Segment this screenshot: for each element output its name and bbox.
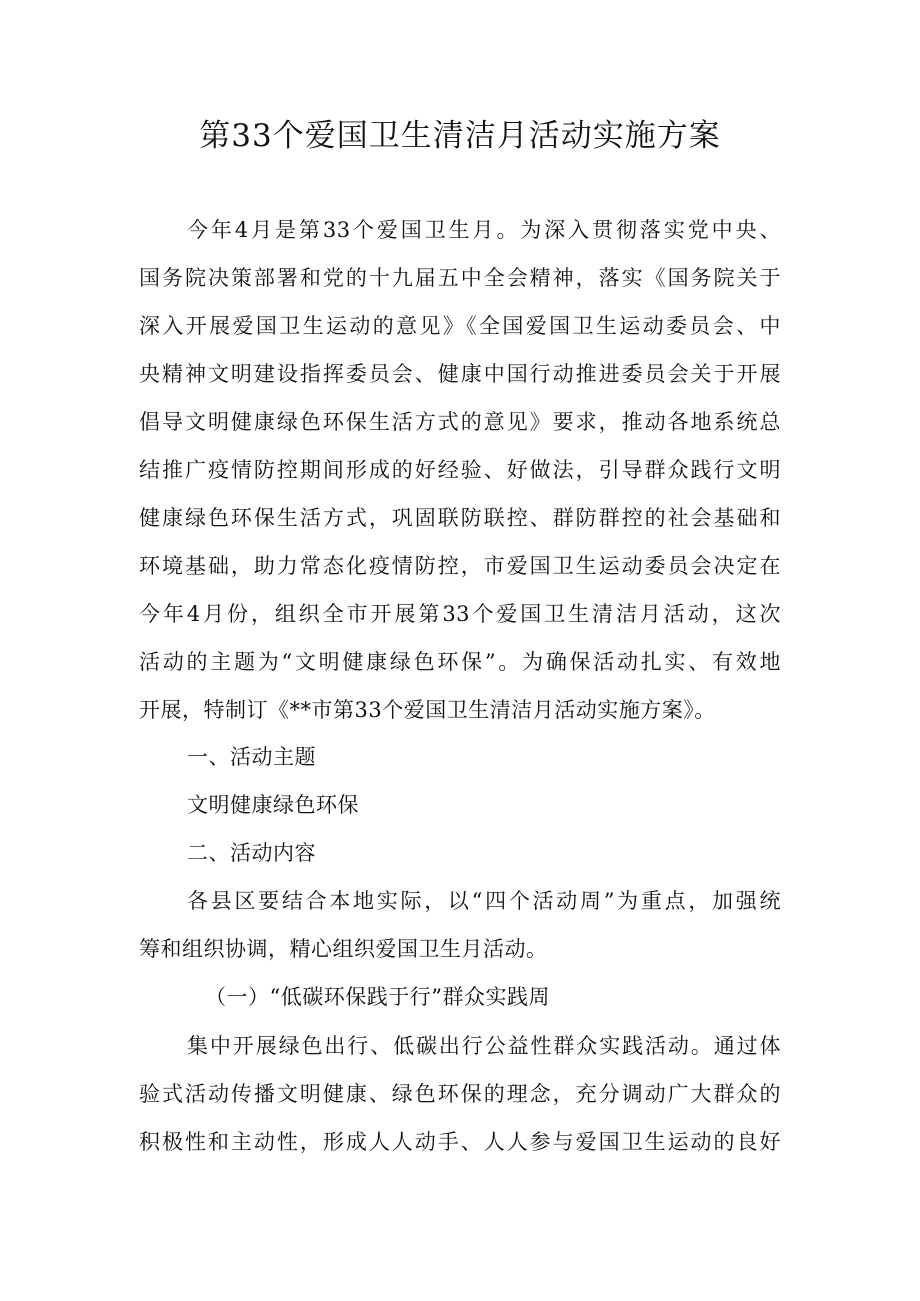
paragraph-line: 开展，特制订《**市第33个爱国卫生清洁月活动实施方案》。 [139, 698, 716, 722]
paragraph-line: 今年4月是第33个爱国卫生月。为深入贯彻落实党中央、 [187, 218, 781, 242]
paragraph-line: 国务院决策部署和党的十九届五中全会精神，落实《国务院关于 [139, 266, 781, 290]
paragraph-line: 各县区要结合本地实际，以“四个活动周”为重点，加强统 [187, 889, 781, 913]
paragraph-line: 今年4月份，组织全市开展第33个爱国卫生清洁月活动，这次 [139, 602, 781, 626]
paragraph-line: 集中开展绿色出行、低碳出行公益性群众实践活动。通过体 [187, 1034, 781, 1058]
section-text: 文明健康绿色环保 [187, 793, 359, 817]
subsection-heading: （一）“低碳环保践于行”群众实践周 [205, 985, 550, 1009]
paragraph-line: 央精神文明建设指挥委员会、健康中国行动推进委员会关于开展 [139, 362, 781, 386]
section-heading: 二、活动内容 [187, 841, 316, 865]
section-heading: 一、活动主题 [187, 745, 316, 769]
paragraph-line: 环境基础，助力常态化疫情防控，市爱国卫生运动委员会决定在 [139, 554, 781, 578]
paragraph-line: 倡导文明健康绿色环保生活方式的意见》要求，推动各地系统总 [139, 410, 781, 434]
paragraph-line: 验式活动传播文明健康、绿色环保的理念，充分调动广大群众的 [139, 1082, 781, 1106]
paragraph-line: 结推广疫情防控期间形成的好经验、好做法，引导群众践行文明 [139, 458, 781, 482]
paragraph-line: 筹和组织协调，精心组织爱国卫生月活动。 [139, 937, 548, 961]
paragraph-line: 深入开展爱国卫生运动的意见》《全国爱国卫生运动委员会、中 [139, 314, 781, 338]
paragraph-line: 积极性和主动性，形成人人动手、人人参与爱国卫生运动的良好 [139, 1130, 781, 1154]
paragraph-line: 活动的主题为“文明健康绿色环保”。为确保活动扎实、有效地 [139, 650, 781, 674]
document-title: 第33个爱国卫生清洁月活动实施方案 [199, 118, 721, 154]
paragraph-line: 健康绿色环保生活方式，巩固联防联控、群防群控的社会基础和 [139, 506, 781, 530]
